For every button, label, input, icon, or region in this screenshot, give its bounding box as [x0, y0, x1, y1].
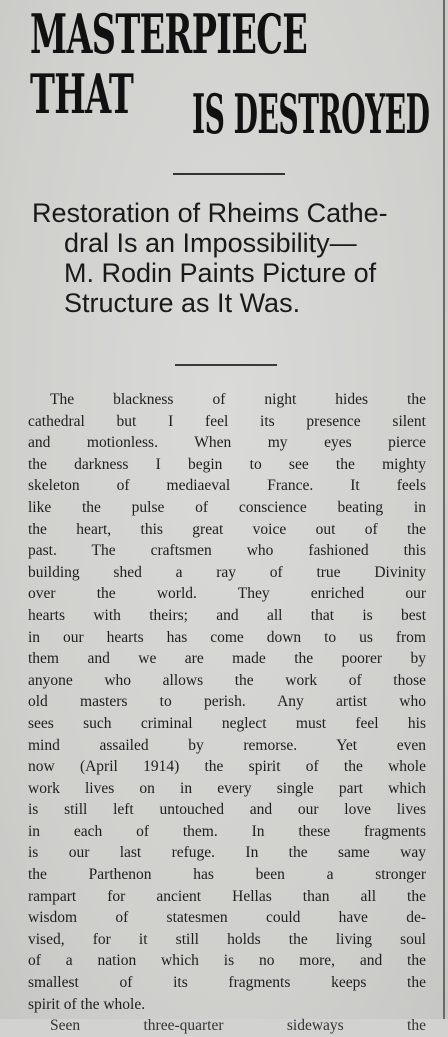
body-line: rampart for ancient Hellas than all the	[28, 887, 426, 905]
body-line: past. The craftsmen who fashioned this	[28, 542, 426, 560]
subheadline-line-2: dral Is an Impossibility—	[64, 228, 357, 258]
subheadline	[30, 198, 430, 318]
body-line: old masters to perish. Any artist who	[28, 693, 426, 711]
subheadline-line-1: Restoration of Rheims Cathe-	[32, 198, 388, 228]
body-line: is our last refuge. In the same way	[28, 844, 426, 862]
body-line: in each of them. In these fragments	[28, 822, 426, 840]
body-line: the darkness I begin to see the mighty	[28, 455, 426, 473]
body-line: building shed a ray of true Divinity	[28, 563, 426, 581]
body-line: them and we are made the poorer by	[28, 650, 426, 668]
body-line: over the world. They enriched our	[28, 585, 426, 603]
subheadline-line-4: Structure as It Was.	[64, 288, 301, 318]
body-line: now (April 1914) the spirit of the whole	[28, 758, 426, 776]
subheadline-divider	[175, 364, 277, 366]
body-line: vised, for it still holds the living soul	[28, 930, 426, 948]
body-line: skeleton of mediaeval France. It feels	[28, 477, 426, 495]
article-body	[28, 389, 426, 1037]
body-line: the heart, this great voice out of the	[28, 520, 426, 538]
body-line: Seen three-quarter sideways the	[50, 1017, 426, 1035]
body-line: wisdom of statesmen could have de-	[28, 909, 426, 927]
body-line: of a nation which is no more, and the	[28, 952, 426, 970]
body-line: is still left untouched and our love lives	[28, 801, 426, 819]
body-line: The blackness of night hides the	[50, 391, 426, 408]
body-line: anyone who allows the work of those	[28, 671, 426, 689]
headline-divider	[173, 173, 285, 175]
body-line: and motionless. When my eyes pierce	[28, 434, 426, 452]
body-line: cathedral but I feel its presence silent	[28, 412, 426, 430]
body-line: spirit of the whole.	[28, 995, 146, 1013]
column-rule	[443, 0, 445, 1019]
body-line: the Parthenon has been a stronger	[28, 866, 426, 884]
headline-line-1: MASTERPIECE THAT	[30, 2, 308, 126]
body-line: work lives on in every single part which	[28, 779, 426, 797]
body-line: like the pulse of conscience beating in	[28, 498, 426, 516]
body-line: hearts with theirs; and all that is best	[28, 606, 426, 624]
headline-line-2: IS DESTROYED	[192, 82, 430, 146]
body-line: mind assailed by remorse. Yet even	[28, 736, 426, 754]
subheadline-line-3: M. Rodin Paints Picture of	[64, 258, 377, 288]
body-line: smallest of its fragments keeps the	[28, 974, 426, 992]
body-line: in our hearts has come down to us from	[28, 628, 426, 646]
body-line: sees such criminal neglect must feel his	[28, 714, 426, 732]
